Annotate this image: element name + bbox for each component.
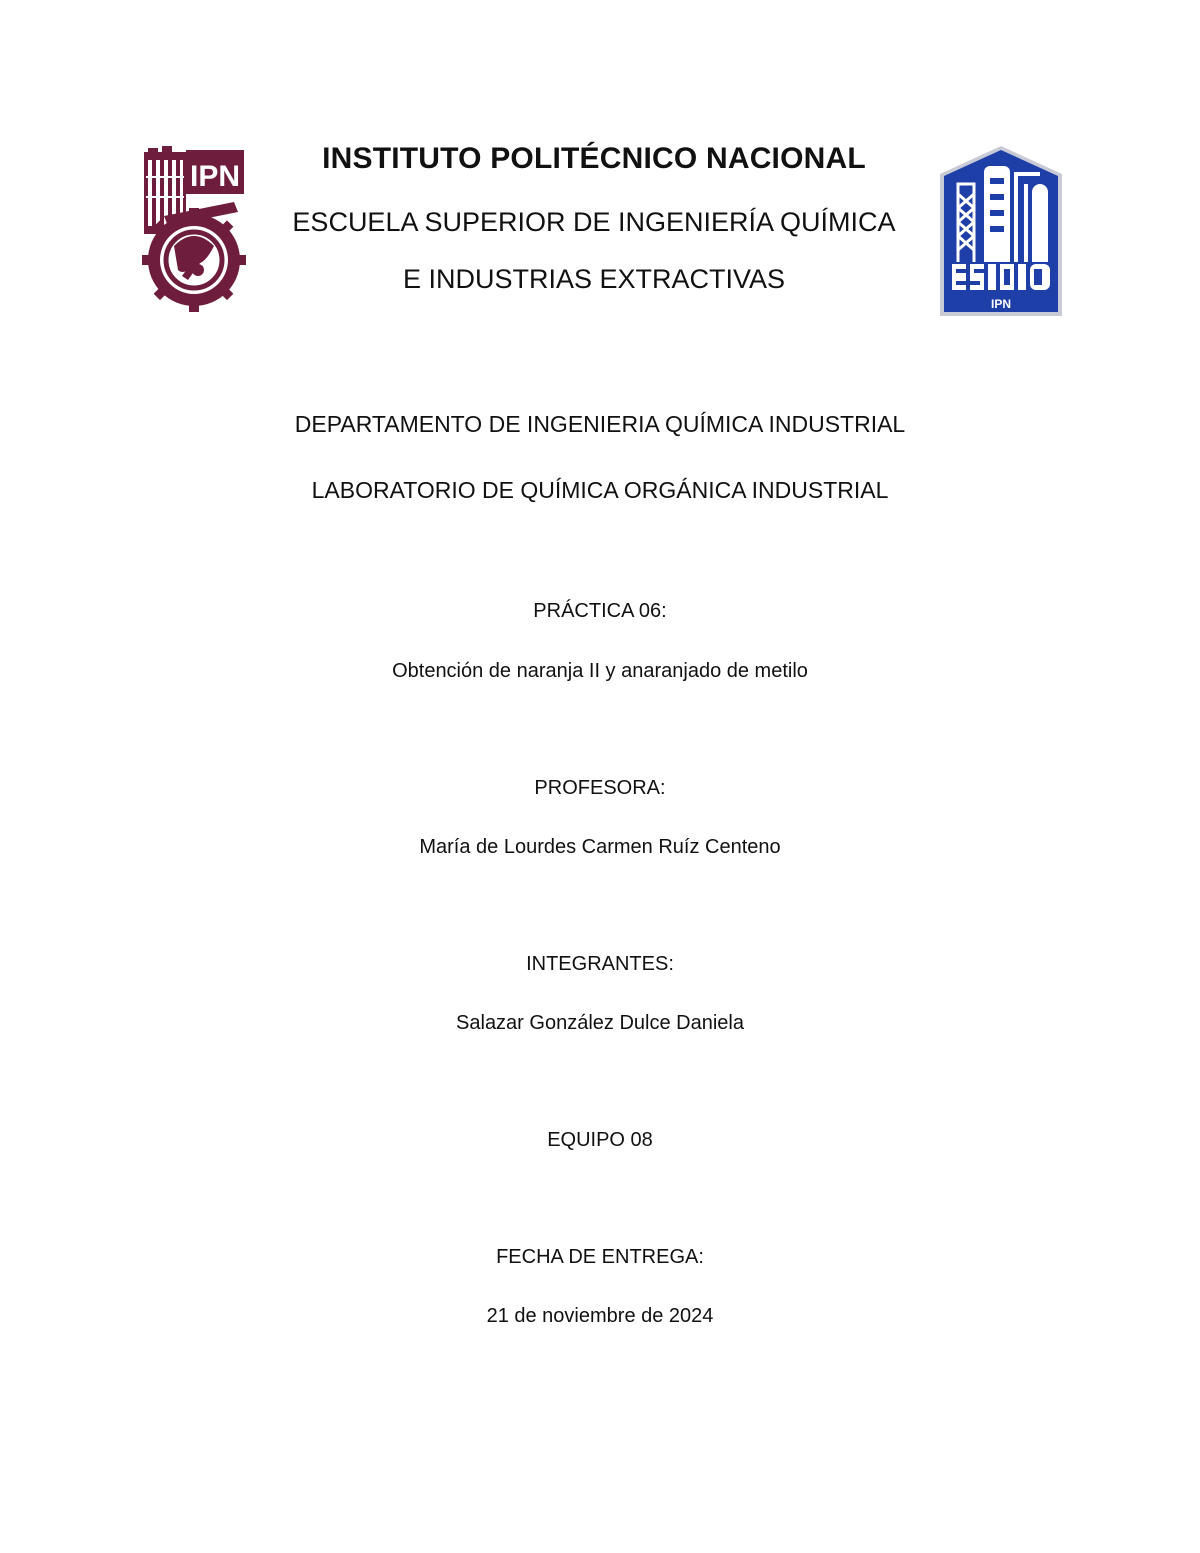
delivery-date-label: FECHA DE ENTREGA: <box>496 1246 704 1268</box>
team-number: EQUIPO 08 <box>547 1129 653 1151</box>
ipn-logo <box>134 146 250 312</box>
laboratory-name: LABORATORIO DE QUÍMICA ORGÁNICA INDUSTRIAL <box>311 477 889 503</box>
member-name: Salazar González Dulce Daniela <box>456 1012 744 1034</box>
school-name-line-1: ESCUELA SUPERIOR DE INGENIERÍA QUÍMICA <box>292 207 896 237</box>
esiqie-logo <box>938 144 1064 318</box>
teacher-label: PROFESORA: <box>534 777 666 799</box>
delivery-date: 21 de noviembre de 2024 <box>486 1305 714 1327</box>
practice-title: Obtención de naranja II y anaranjado de metilo <box>392 660 808 682</box>
department-name: DEPARTAMENTO DE INGENIERIA QUÍMICA INDUSTRIAL <box>294 411 906 437</box>
institution-name: INSTITUTO POLITÉCNICO NACIONAL <box>322 142 866 175</box>
school-name-line-2: E INDUSTRIAS EXTRACTIVAS <box>402 264 786 294</box>
svg-text:IPN: IPN <box>990 297 1012 311</box>
members-label: INTEGRANTES: <box>526 953 674 975</box>
svg-text:IPN: IPN <box>189 160 241 193</box>
teacher-name: María de Lourdes Carmen Ruíz Centeno <box>419 836 781 858</box>
practice-label: PRÁCTICA 06: <box>533 600 667 622</box>
